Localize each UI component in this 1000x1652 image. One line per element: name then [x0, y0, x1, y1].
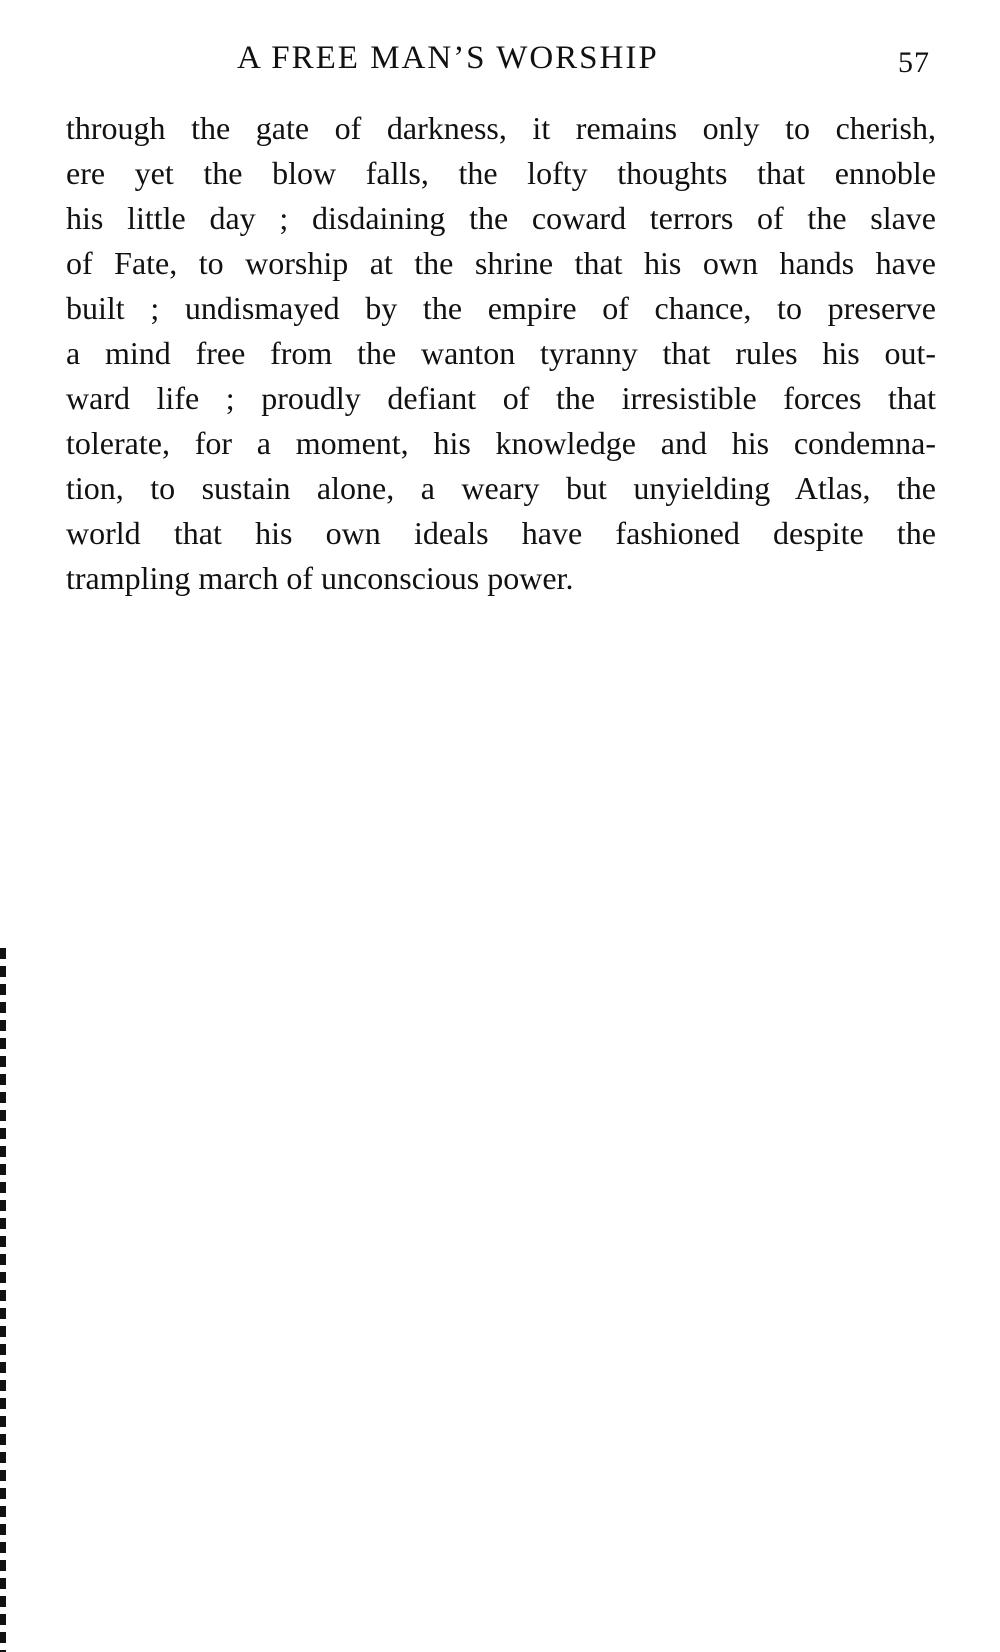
text-line: ere yet the blow falls, the lofty thoughts that ennoble [66, 155, 936, 191]
page-number: 57 [898, 46, 930, 79]
text-line: of Fate, to worship at the shrine that his own hands have [66, 245, 936, 281]
scan-edge-artifact [0, 948, 6, 1652]
text-line: a mind free from the wanton tyranny that rules his out- [66, 335, 936, 371]
text-line: tolerate, for a moment, his knowledge and his condemna- [66, 425, 936, 461]
body-paragraph [66, 106, 936, 601]
text-line: built ; undismayed by the empire of chance, to preserve [66, 290, 936, 326]
text-line: through the gate of darkness, it remains only to cherish, [66, 110, 936, 146]
text-line: his little day ; disdaining the coward terrors of the slave [66, 200, 936, 236]
text-line-last: trampling march of unconscious power. [66, 560, 574, 596]
running-head-title: A FREE MAN’S WORSHIP [237, 40, 659, 76]
text-line: world that his own ideals have fashioned despite the [66, 515, 936, 551]
text-line: ward life ; proudly defiant of the irresistible forces that [66, 380, 936, 416]
text-line: tion, to sustain alone, a weary but unyielding Atlas, the [66, 470, 936, 506]
